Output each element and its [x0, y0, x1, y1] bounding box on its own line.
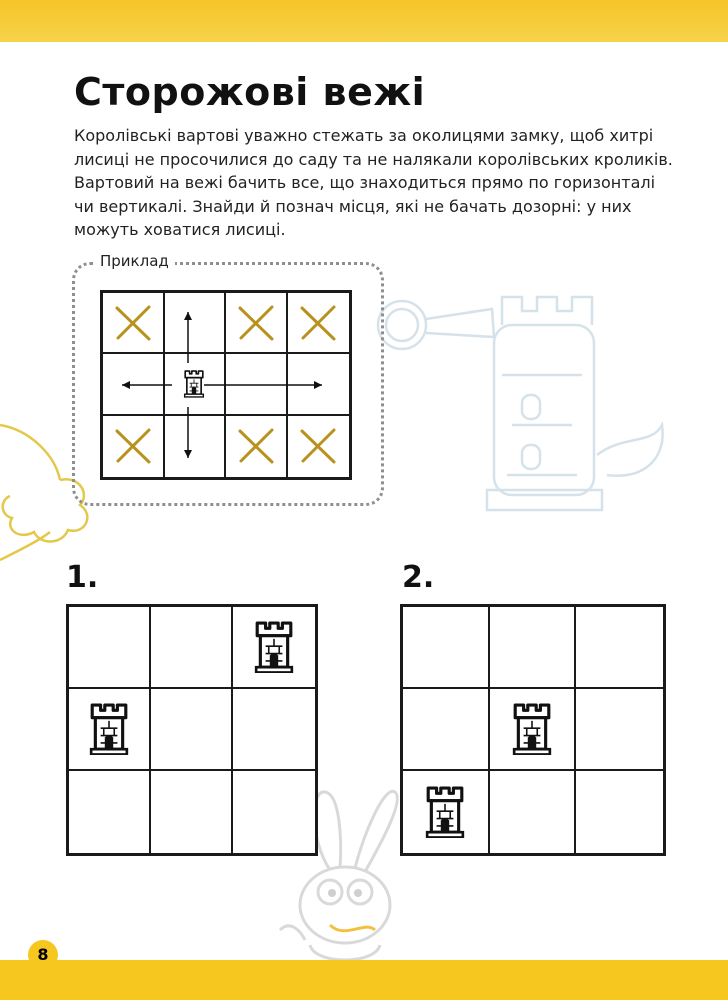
- grid-cell[interactable]: [69, 771, 151, 853]
- tower-icon: [253, 621, 295, 674]
- tower-icon: [511, 703, 553, 756]
- puzzle-grid-2: [400, 604, 666, 856]
- grid-cell[interactable]: [403, 689, 490, 771]
- grid-cell[interactable]: [490, 771, 577, 853]
- tower-sight-arrows: [100, 290, 352, 480]
- tower-icon: [424, 786, 466, 839]
- grid-cell[interactable]: [490, 607, 577, 689]
- instructions-text: Королівські вартові уважно стежать за околицями замку, щоб хитрі лисиці не просочилися до саду та не налякали королівських кроликів. Вартовий на вежі бачить все, що знаходиться прямо по горизонталі чи вертикалі. Знайди й познач місця, які не бачать дозорні: у них можуть ховатися лисиці.: [74, 126, 673, 239]
- grid-cell[interactable]: [151, 689, 233, 771]
- page-title: Сторожові вежі: [74, 70, 426, 114]
- grid-cell[interactable]: [576, 607, 663, 689]
- grid-cell[interactable]: [403, 607, 490, 689]
- grid-cell[interactable]: [233, 689, 315, 771]
- grid-cell[interactable]: [490, 689, 577, 771]
- grid-cell[interactable]: [69, 607, 151, 689]
- grid-cell[interactable]: [151, 771, 233, 853]
- grid-cell[interactable]: [233, 771, 315, 853]
- puzzle-number-1: 1.: [66, 560, 99, 595]
- grid-cell[interactable]: [233, 607, 315, 689]
- grid-cell[interactable]: [576, 689, 663, 771]
- bottom-color-band: [0, 960, 728, 1000]
- puzzle-number-2: 2.: [402, 560, 435, 595]
- tower-illustration: [372, 285, 672, 525]
- top-color-band: [0, 0, 728, 42]
- grid-cell[interactable]: [151, 607, 233, 689]
- grid-cell[interactable]: [403, 771, 490, 853]
- tower-icon: [88, 703, 130, 756]
- example-label: Приклад: [94, 252, 175, 270]
- puzzle-grid-1: [66, 604, 318, 856]
- grid-cell[interactable]: [69, 689, 151, 771]
- page-number: 8: [28, 940, 58, 970]
- grid-cell[interactable]: [576, 771, 663, 853]
